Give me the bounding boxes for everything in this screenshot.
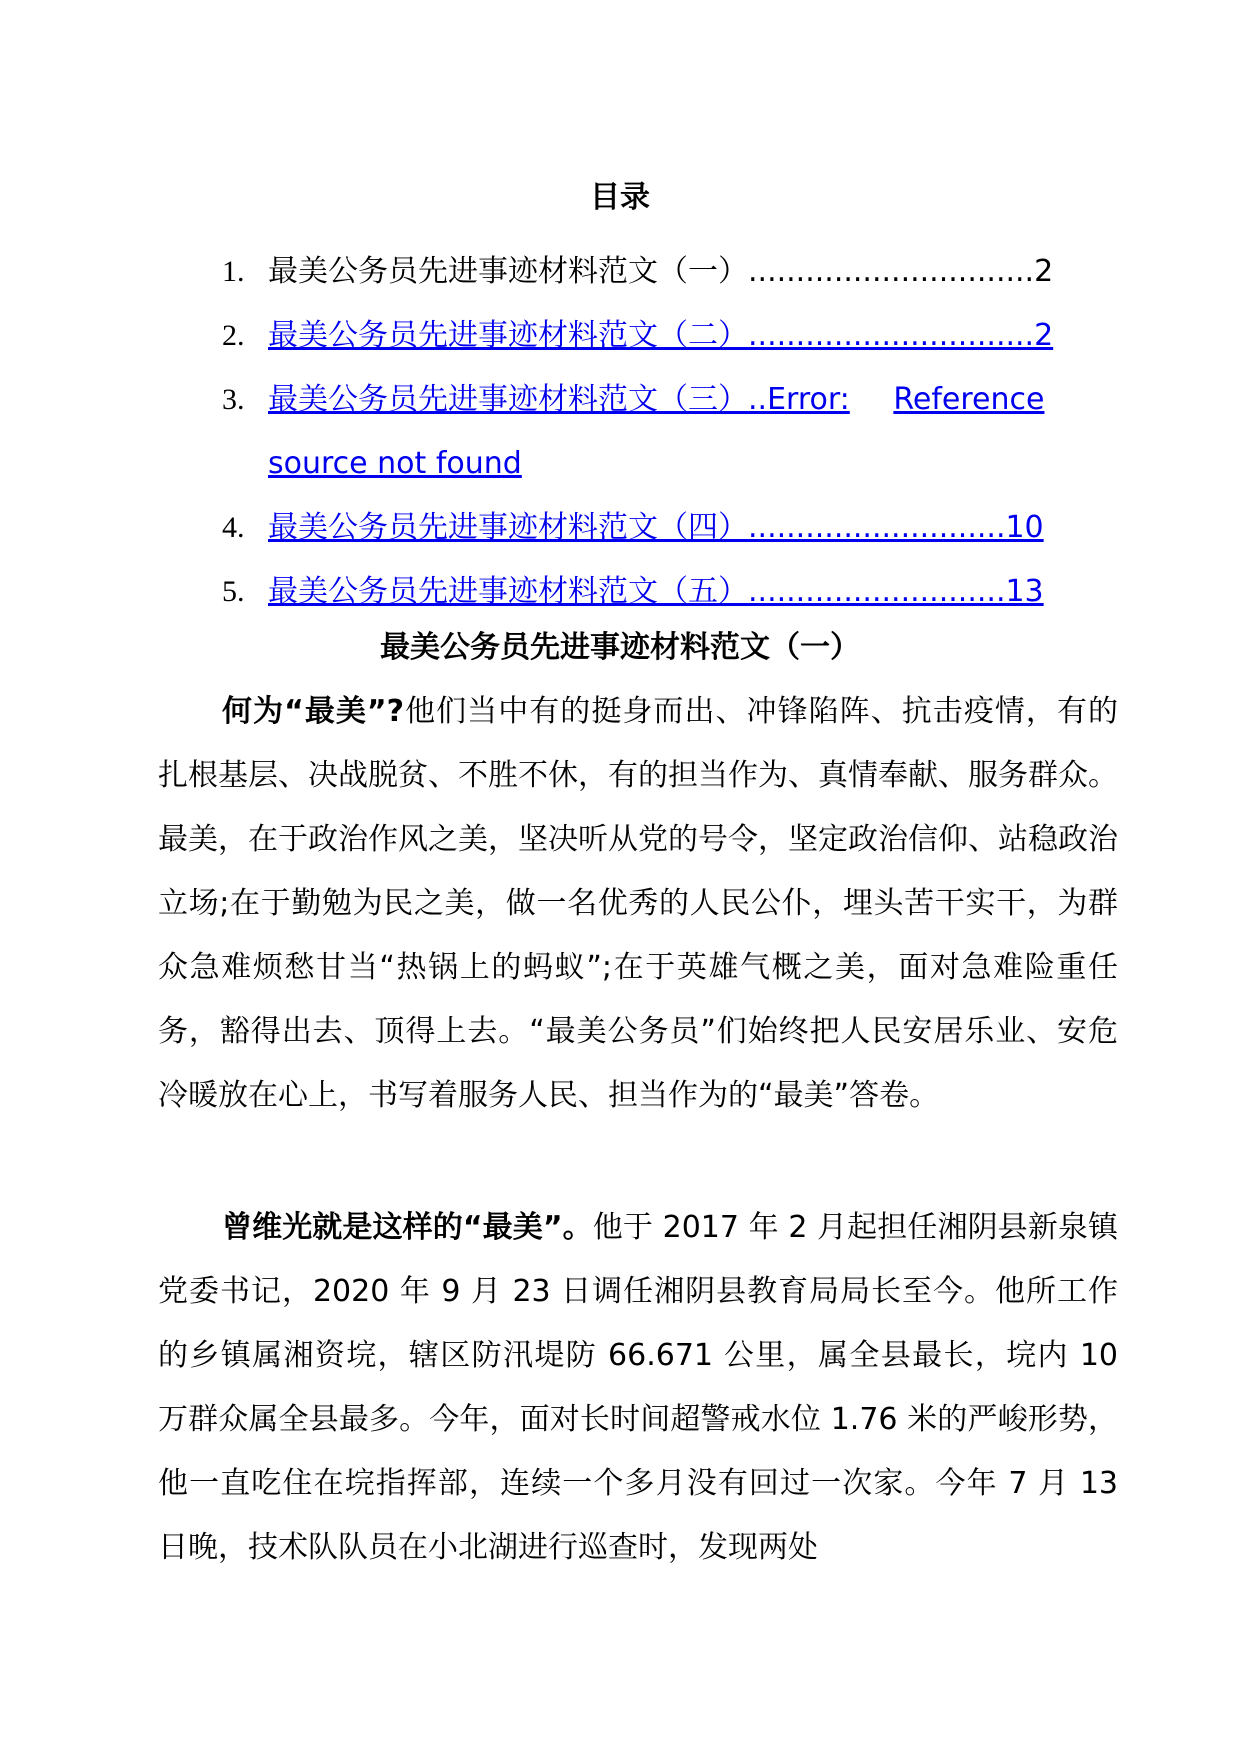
toc-item-1[interactable]: [222, 240, 1082, 304]
paragraph-2: [158, 1196, 1118, 1580]
toc-number: 5.: [222, 575, 245, 608]
section-heading: 最美公务员先进事迹材料范文（一）: [380, 630, 860, 665]
paragraph-1: [158, 680, 1118, 1128]
toc-link-1[interactable]: 最美公务员先进事迹材料范文（一）..............................2: [268, 254, 1054, 289]
toc-link-5[interactable]: 最美公务员先进事迹材料范文（五）...........................13: [268, 574, 1044, 609]
toc-number: 2.: [222, 319, 245, 352]
toc-item-5[interactable]: [222, 560, 1082, 624]
paragraph-1-lead: 何为“最美”?: [222, 694, 405, 729]
table-of-contents: [222, 240, 1082, 624]
toc-link-3-wrap[interactable]: [268, 368, 1088, 496]
toc-link-4[interactable]: 最美公务员先进事迹材料范文（四）...........................10: [268, 510, 1044, 545]
toc-number: 1.: [222, 255, 245, 288]
toc-link-3-part-a[interactable]: 最美公务员先进事迹材料范文（三）..Error:: [268, 382, 850, 417]
toc-link-3-part-b[interactable]: Reference: [893, 382, 1045, 417]
toc-link-3-part-c[interactable]: source not found: [268, 446, 522, 481]
paragraph-2-lead: 曾维光就是这样的“最美”。: [222, 1210, 593, 1245]
toc-number: 3.: [222, 383, 245, 416]
toc-link-2[interactable]: 最美公务员先进事迹材料范文（二）..............................2: [268, 318, 1054, 353]
toc-title: 目录: [590, 180, 650, 215]
toc-item-4[interactable]: [222, 496, 1082, 560]
paragraph-1-body: 他们当中有的挺身而出、冲锋陷阵、抗击疫情，有的扎根基层、决战脱贫、不胜不休，有的担当作为、真情奉献、服务群众。最美，在于政治作风之美，坚决听从党的号令，坚定政治信仰、站稳政治立场;在于勤勉为民之美，做一名优秀的人民公仆，埋头苦干实干，为群众急难烦愁甘当“热锅上的蚂蚁”;在于英雄气概之美，面对急难险重任务，豁得出去、顶得上去。“最美公务员”们始终把人民安居乐业、安危冷暖放在心上，书写着服务人民、担当作为的“最美”答卷。: [158, 694, 1118, 1113]
toc-item-2[interactable]: [222, 304, 1082, 368]
toc-number: 4.: [222, 511, 245, 544]
toc-item-3[interactable]: [222, 368, 1082, 496]
paragraph-2-body: 他于 2017 年 2 月起担任湘阴县新泉镇党委书记，2020 年 9 月 23 日调任湘阴县教育局局长至今。他所工作的乡镇属湘资垸，辖区防汛堤防 66.671 公里，属全县最长，垸内 10 万群众属全县最多。今年，面对长时间超警戒水位 1.76 米的严峻形势，他一直吃住在垸指挥部，连续一个多月没有回过一次家。今年 7 月 13 日晚，技术队队员在小北湖进行巡查时，发现两处: [158, 1210, 1118, 1565]
